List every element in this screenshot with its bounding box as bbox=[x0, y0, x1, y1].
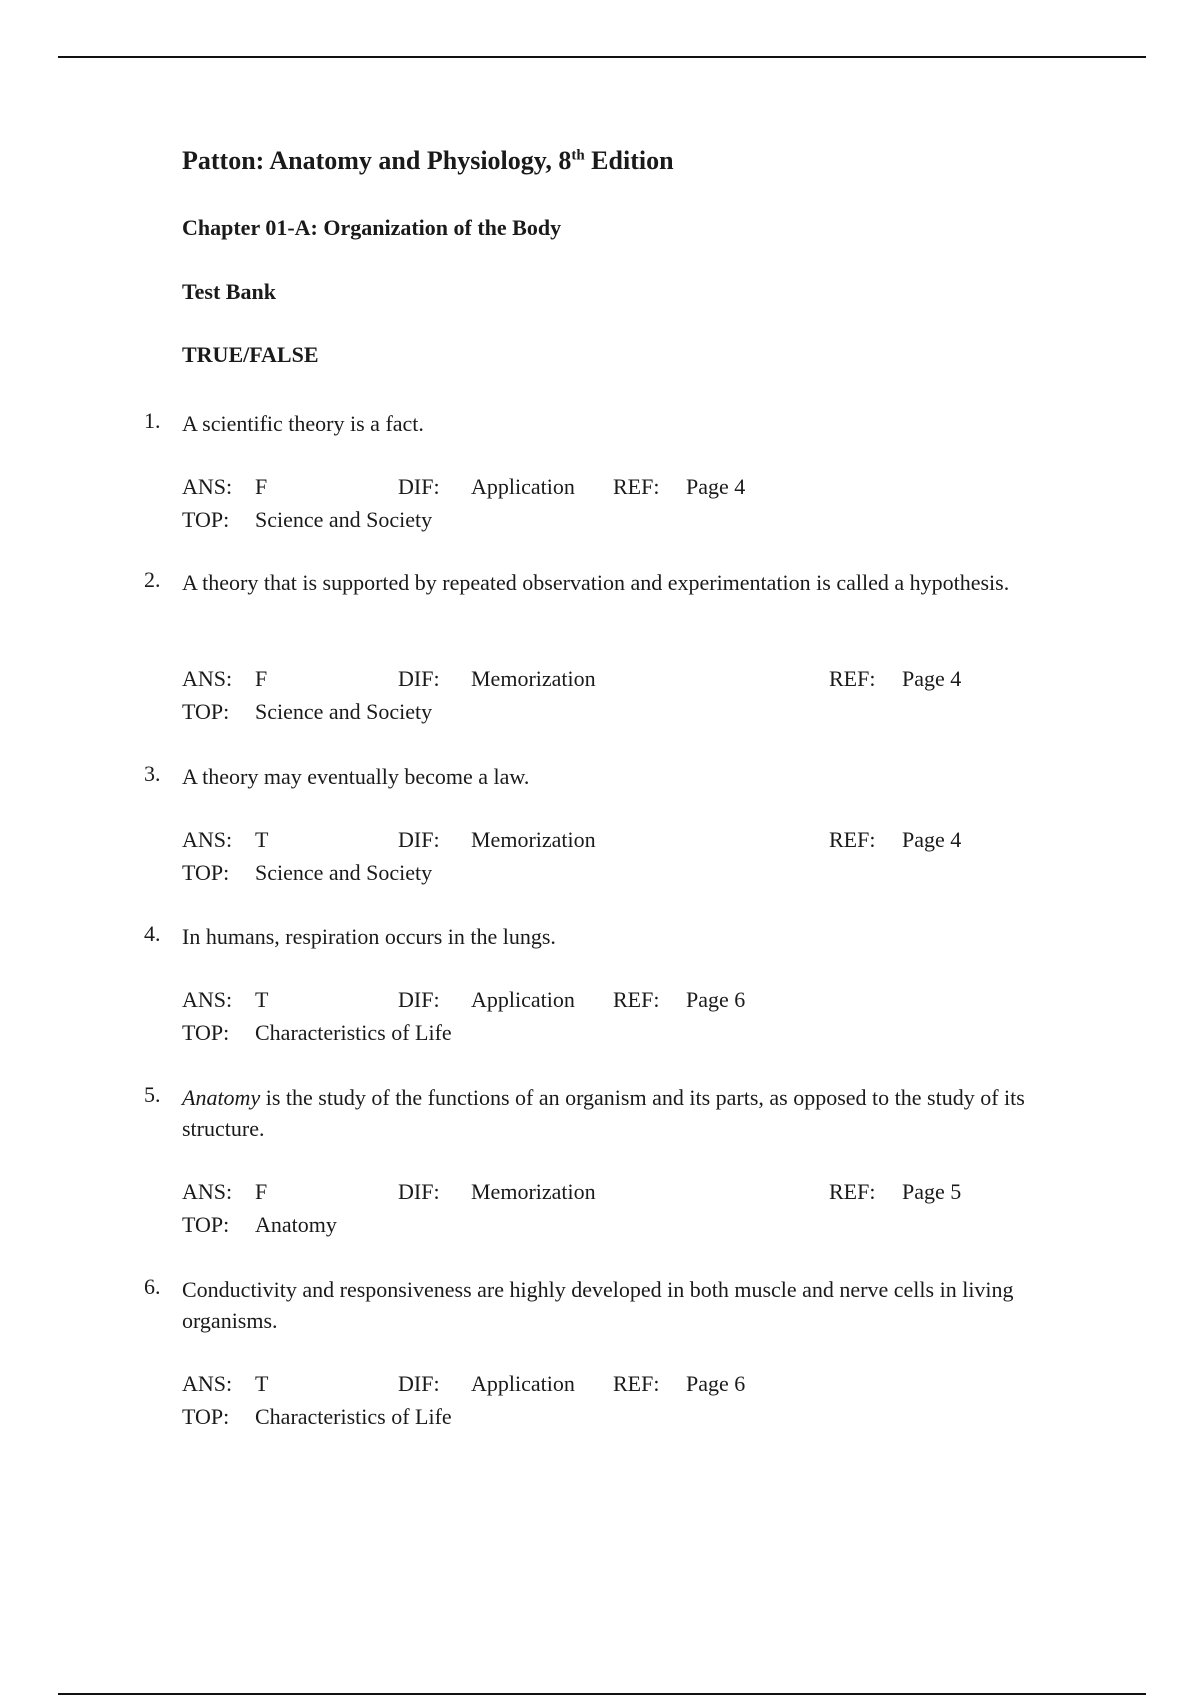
ans-label: ANS: bbox=[182, 1371, 233, 1396]
ref-label: REF: bbox=[829, 827, 876, 852]
ref-label: REF: bbox=[613, 987, 660, 1012]
ref-value: Page 4 bbox=[686, 474, 746, 499]
top-rule bbox=[58, 56, 1146, 58]
top-value: Science and Society bbox=[255, 699, 433, 724]
ans-value: F bbox=[255, 1179, 268, 1204]
ref-label: REF: bbox=[829, 1179, 876, 1204]
top-value: Characteristics of Life bbox=[255, 1020, 452, 1045]
bottom-rule bbox=[58, 1693, 1146, 1695]
ans-value: T bbox=[255, 1371, 269, 1396]
dif-label: DIF: bbox=[398, 827, 440, 852]
top-label: TOP: bbox=[182, 699, 230, 724]
test-bank-heading: Test Bank bbox=[182, 279, 276, 304]
question-text: Anatomy is the study of the functions of an organism and its parts, as opposed to the study of its structure. bbox=[182, 1085, 1025, 1141]
ref-label: REF: bbox=[613, 474, 660, 499]
document-title: Patton: Anatomy and Physiology, 8th Edition bbox=[182, 146, 674, 175]
question-text: A scientific theory is a fact. bbox=[182, 411, 424, 436]
question-number: 5. bbox=[144, 1082, 161, 1107]
question-number: 3. bbox=[144, 761, 161, 786]
dif-value: Memorization bbox=[471, 1179, 596, 1204]
dif-label: DIF: bbox=[398, 1371, 440, 1396]
dif-label: DIF: bbox=[398, 474, 440, 499]
top-label: TOP: bbox=[182, 860, 230, 885]
ans-label: ANS: bbox=[182, 987, 233, 1012]
top-value: Anatomy bbox=[255, 1212, 337, 1237]
ref-label: REF: bbox=[829, 666, 876, 691]
ref-value: Page 6 bbox=[686, 987, 746, 1012]
top-value: Characteristics of Life bbox=[255, 1404, 452, 1429]
dif-label: DIF: bbox=[398, 1179, 440, 1204]
ref-value: Page 4 bbox=[902, 827, 962, 852]
top-value: Science and Society bbox=[255, 507, 433, 532]
question-number: 1. bbox=[144, 408, 161, 433]
ans-label: ANS: bbox=[182, 1179, 233, 1204]
answer-block-2 bbox=[182, 662, 1082, 728]
dif-value: Application bbox=[471, 987, 575, 1012]
ans-label: ANS: bbox=[182, 474, 233, 499]
answer-block-5 bbox=[182, 1175, 1082, 1241]
question-text: In humans, respiration occurs in the lungs. bbox=[182, 924, 556, 949]
chapter-heading: Chapter 01-A: Organization of the Body bbox=[182, 215, 562, 240]
ans-value: F bbox=[255, 474, 268, 499]
top-label: TOP: bbox=[182, 1404, 230, 1429]
question-text: A theory may eventually become a law. bbox=[182, 764, 530, 789]
ans-value: T bbox=[255, 827, 269, 852]
top-value: Science and Society bbox=[255, 860, 433, 885]
dif-value: Memorization bbox=[471, 827, 596, 852]
dif-value: Application bbox=[471, 474, 575, 499]
dif-value: Memorization bbox=[471, 666, 596, 691]
question-number: 2. bbox=[144, 567, 161, 592]
ref-value: Page 4 bbox=[902, 666, 962, 691]
top-label: TOP: bbox=[182, 507, 230, 532]
dif-label: DIF: bbox=[398, 666, 440, 691]
answer-block-3 bbox=[182, 823, 1082, 889]
ref-label: REF: bbox=[613, 1371, 660, 1396]
answer-block-1 bbox=[182, 470, 1082, 536]
dif-label: DIF: bbox=[398, 987, 440, 1012]
top-label: TOP: bbox=[182, 1212, 230, 1237]
ref-value: Page 5 bbox=[902, 1179, 962, 1204]
answer-block-4 bbox=[182, 983, 1082, 1049]
ans-label: ANS: bbox=[182, 827, 233, 852]
section-heading: TRUE/FALSE bbox=[182, 342, 319, 367]
ans-value: F bbox=[255, 666, 268, 691]
top-label: TOP: bbox=[182, 1020, 230, 1045]
question-text: Conductivity and responsiveness are highly developed in both muscle and nerve cells in living organisms. bbox=[182, 1277, 1014, 1333]
answer-block-6 bbox=[182, 1367, 1082, 1433]
ref-value: Page 6 bbox=[686, 1371, 746, 1396]
ans-value: T bbox=[255, 987, 269, 1012]
question-number: 4. bbox=[144, 921, 161, 946]
ans-label: ANS: bbox=[182, 666, 233, 691]
dif-value: Application bbox=[471, 1371, 575, 1396]
italic-term: Anatomy bbox=[182, 1085, 261, 1110]
question-text: A theory that is supported by repeated observation and experimentation is called a hypothesis. bbox=[182, 570, 1010, 595]
question-number: 6. bbox=[144, 1274, 161, 1299]
